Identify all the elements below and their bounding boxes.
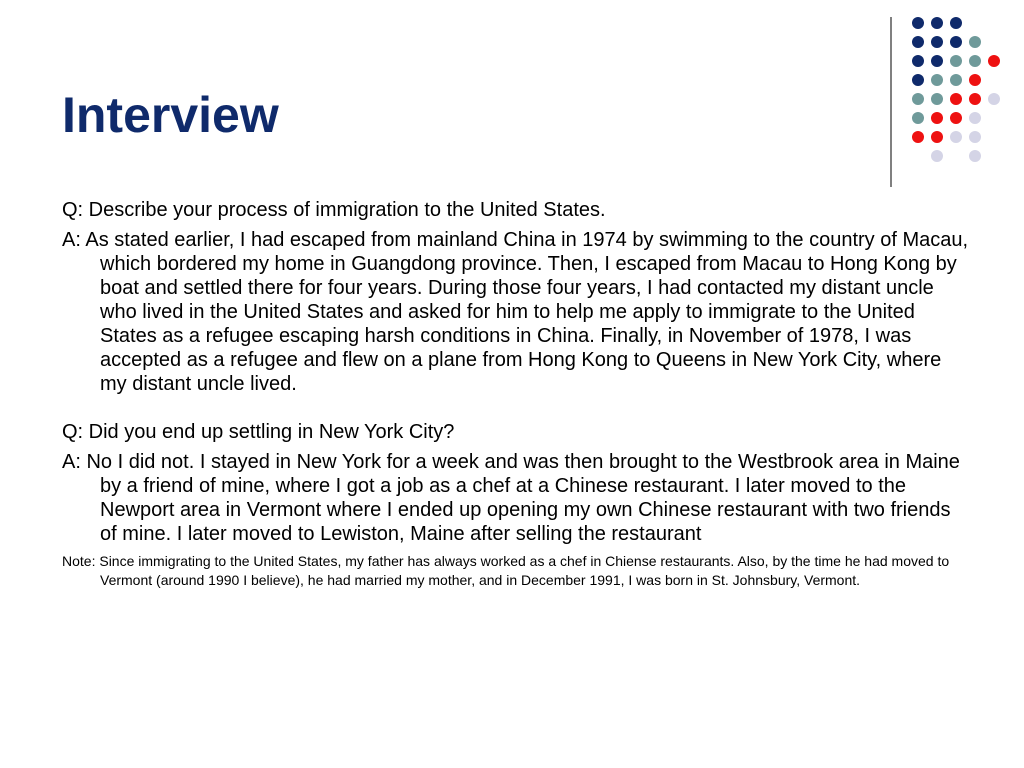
answer-2: A: No I did not. I stayed in New York for a week and was then brought to the Westbrook area in Maine by a friend of mine, where I got a job as a chef at a Chinese restaurant. I later moved to the Newport area in Vermont where I ended up opening my own Chinese restaurant with two friends of mine. I later moved to Lewiston, Maine after selling the restaurant bbox=[62, 451, 960, 545]
decor-dot bbox=[969, 150, 981, 162]
decor-dot bbox=[931, 74, 943, 86]
decor-dot bbox=[912, 112, 924, 124]
question-1: Q: Describe your process of immigration to the United States. bbox=[62, 199, 606, 221]
decor-dot bbox=[931, 93, 943, 105]
decor-dot bbox=[912, 131, 924, 143]
decor-dot bbox=[912, 74, 924, 86]
decor-dot bbox=[969, 93, 981, 105]
note: Note: Since immigrating to the United States, my father has always worked as a chef in Chiense restaurants. Also, by the time he had moved to Vermont (around 1990 I believe), he had married my mother, and in December 1991, I was born in St. Johnsbury, Vermont. bbox=[62, 553, 950, 588]
decor-dot bbox=[988, 93, 1000, 105]
decor-dot bbox=[931, 112, 943, 124]
slide-body bbox=[62, 198, 972, 590]
decor-dot bbox=[931, 150, 943, 162]
decor-dot bbox=[969, 36, 981, 48]
decor-dot bbox=[969, 74, 981, 86]
decor-dot bbox=[969, 131, 981, 143]
decor-dot bbox=[931, 36, 943, 48]
decor-dot bbox=[931, 131, 943, 143]
decor-dot bbox=[912, 17, 924, 29]
slide-title: Interview bbox=[62, 87, 279, 143]
decor-dot bbox=[988, 55, 1000, 67]
decor-dot bbox=[950, 131, 962, 143]
decor-dot bbox=[969, 112, 981, 124]
decor-dot bbox=[950, 17, 962, 29]
decor-dot bbox=[950, 36, 962, 48]
decor-dot bbox=[931, 17, 943, 29]
decorative-divider-line bbox=[890, 17, 892, 187]
decor-dot bbox=[912, 55, 924, 67]
decor-dot bbox=[912, 36, 924, 48]
decor-dot bbox=[950, 112, 962, 124]
decor-dot bbox=[931, 55, 943, 67]
question-2: Q: Did you end up settling in New York City? bbox=[62, 421, 455, 443]
decor-dot bbox=[912, 93, 924, 105]
decor-dot bbox=[950, 74, 962, 86]
decor-dot bbox=[950, 55, 962, 67]
decor-dot bbox=[969, 55, 981, 67]
answer-1: A: As stated earlier, I had escaped from mainland China in 1974 by swimming to the country of Macau, which bordered my home in Guangdong province. Then, I escaped from Macau to Hong Kong by boat and settled there for four years. During those four years, I had contacted my distant uncle who lived in the United States and asked for him to help me apply to immigrate to the United States as a refugee escaping harsh conditions in China. Finally, in November of 1978, I was accepted as a refugee and flew on a plane from Hong Kong to Queens in New York City, where my distant uncle lived. bbox=[62, 229, 969, 395]
decor-dot bbox=[950, 93, 962, 105]
